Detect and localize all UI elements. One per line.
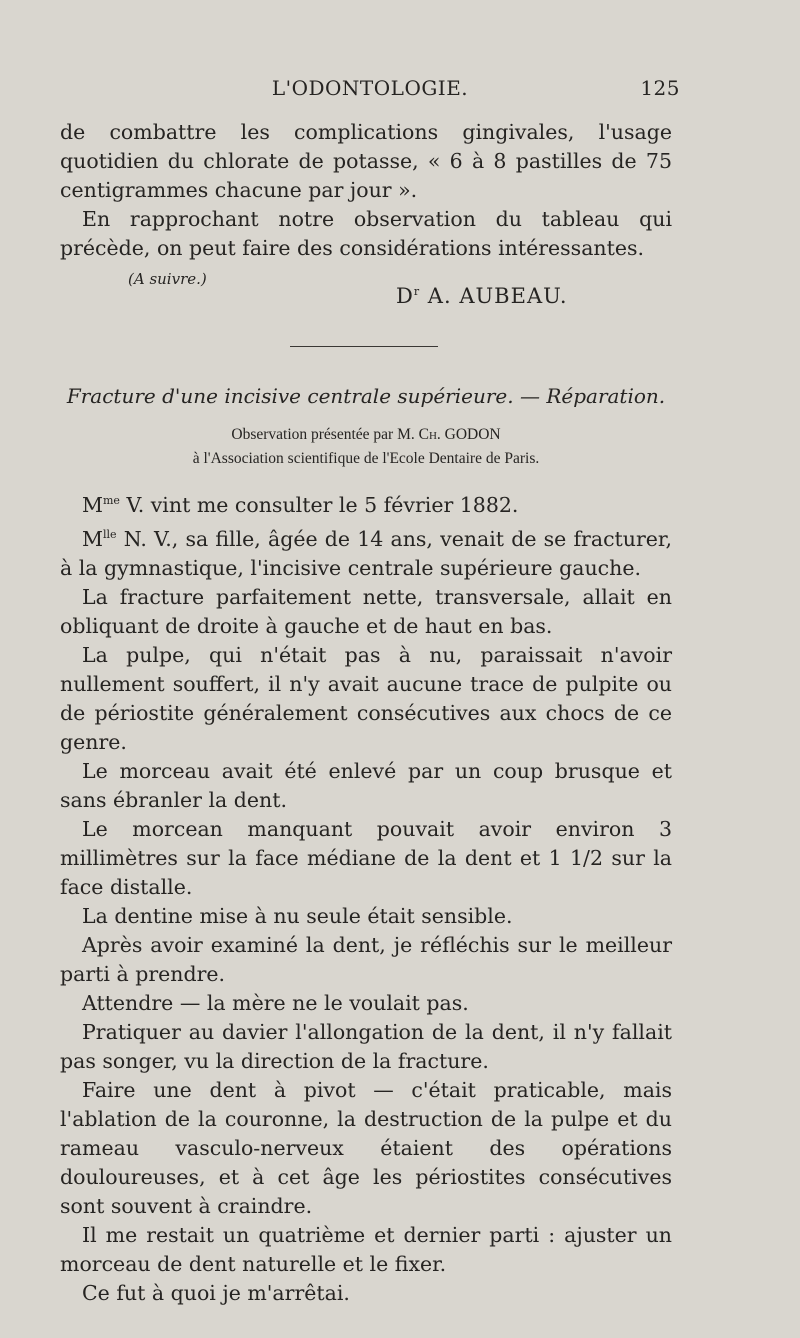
author-signature bbox=[396, 284, 568, 308]
salutation-mme-sup: me bbox=[103, 494, 120, 507]
signature-prefix-sup: r bbox=[413, 285, 421, 298]
salutation-mme: M bbox=[82, 492, 103, 517]
body-paragraph: Attendre — la mère ne le voulait pas. bbox=[82, 990, 469, 1015]
body-paragraph: Ce fut à quoi je m'arrêtai. bbox=[82, 1280, 350, 1305]
observation-author: Ch. GODON bbox=[418, 426, 501, 443]
section-divider bbox=[290, 346, 438, 347]
signature-prefix: D bbox=[396, 284, 414, 308]
article-body bbox=[60, 486, 672, 1308]
body-paragraph: La fracture parfaitement nette, transversale, allait en obliquant de droite à gauche et de haut en bas. bbox=[60, 584, 672, 638]
page-number: 125 bbox=[640, 76, 680, 100]
body-paragraph: Il me restait un quatrième et dernier parti : ajuster un morceau de dent naturelle et le fixer. bbox=[60, 1222, 672, 1276]
body-paragraph: Le morcean manquant pouvait avoir environ 3 millimètres sur la face médiane de la dent et 1 1/2 sur la face distalle. bbox=[60, 816, 672, 899]
body-paragraph bbox=[60, 520, 672, 583]
article-title: Fracture d'une incisive centrale supérieure. — Réparation. bbox=[66, 384, 666, 408]
a-suivre-note: (A suivre.) bbox=[128, 270, 207, 288]
body-paragraph: La pulpe, qui n'était pas à nu, paraissait n'avoir nullement souffert, il n'y avait aucune trace de pulpite ou de périostite généralement consécutives aux chocs de ce genre. bbox=[60, 642, 672, 754]
body-paragraph: Pratiquer au davier l'allongation de la dent, il n'y fallait pas songer, vu la direction de la fracture. bbox=[60, 1019, 672, 1073]
body-paragraph: Faire une dent à pivot — c'était praticable, mais l'ablation de la couronne, la destruction de la pulpe et du rameau vasculo-nerveux étaient des opérations douloureuses, et à cet âge les périostites consécutives sont souvent à craindre. bbox=[60, 1077, 672, 1218]
salutation-mlle-sup: lle bbox=[103, 527, 117, 541]
body-paragraph bbox=[60, 486, 672, 520]
intro-paragraph-1: de combattre les complications gingivales, l'usage quotidien du chlorate de potasse, « 6 à 8 pastilles de 75 centigrammes chacune par jour ». bbox=[60, 120, 672, 202]
body-paragraph: La dentine mise à nu seule était sensible. bbox=[82, 903, 513, 928]
body-paragraph-1-text: V. vint me consulter le 5 février 1882. bbox=[119, 492, 519, 517]
intro-text bbox=[60, 118, 672, 263]
body-paragraph: Après avoir examiné la dent, je réfléchis sur le meilleur parti à prendre. bbox=[60, 932, 672, 986]
observation-venue: à l'Association scientifique de l'Ecole Dentaire de Paris. bbox=[192, 450, 540, 467]
salutation-mlle: M bbox=[82, 526, 103, 551]
body-paragraph-2-text: N. V., sa fille, âgée de 14 ans, venait de se fracturer, à la gymnastique, l'incisive centrale supérieure gauche. bbox=[60, 526, 672, 580]
journal-title: L'ODONTOLOGIE. bbox=[271, 76, 469, 100]
signature-name: A. AUBEAU. bbox=[427, 284, 568, 308]
observation-credit-pre: Observation présentée par M. bbox=[231, 426, 419, 443]
observation-credit bbox=[60, 426, 672, 444]
intro-paragraph-2: En rapprochant notre observation du tableau qui précède, on peut faire des considérations intéressantes. bbox=[60, 207, 672, 260]
body-paragraph: Le morceau avait été enlevé par un coup brusque et sans ébranler la dent. bbox=[60, 758, 672, 812]
